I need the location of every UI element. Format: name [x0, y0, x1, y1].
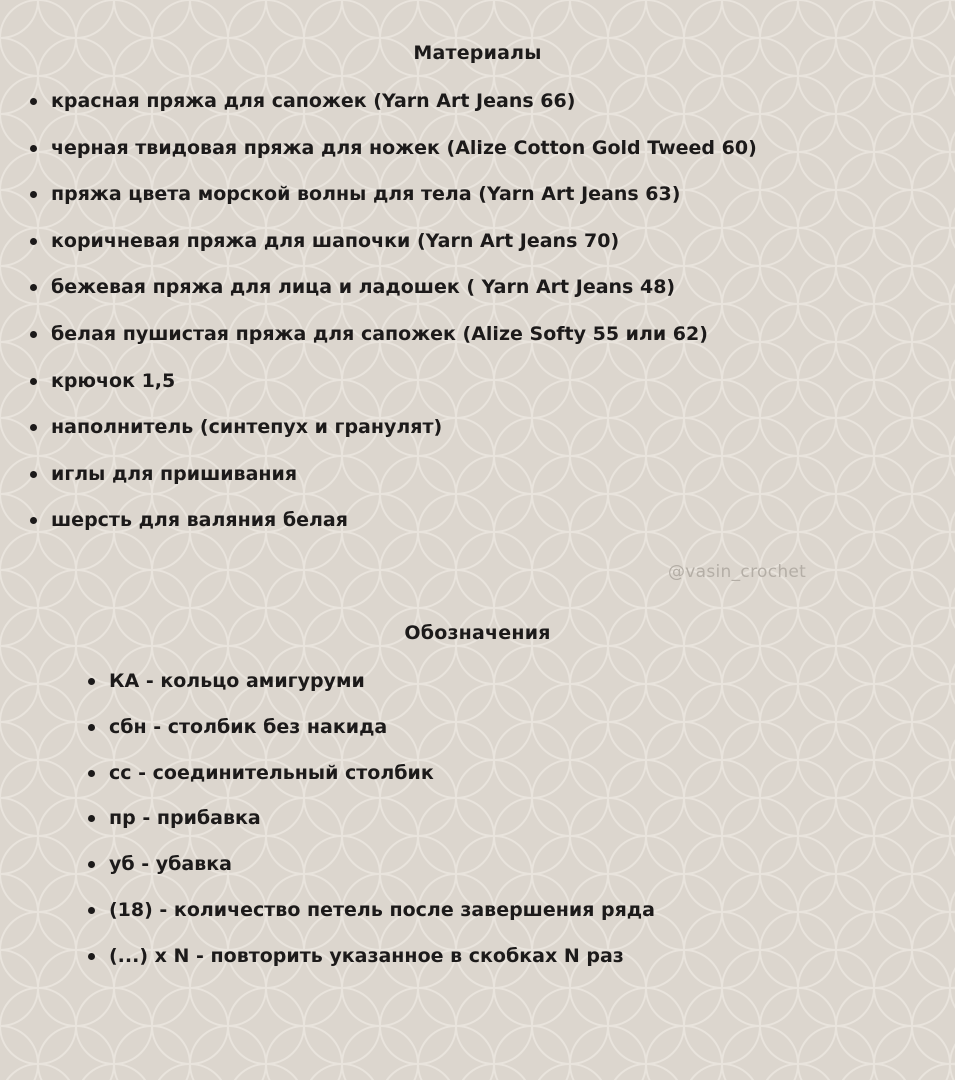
bullet-icon [30, 424, 37, 431]
bullet-icon [30, 331, 37, 338]
list-item-text: сбн - столбик без накида [109, 715, 388, 738]
list-item [30, 457, 945, 504]
materials-heading: Материалы [413, 42, 542, 64]
list-item-text: пр - прибавка [109, 807, 261, 830]
list-item [88, 710, 938, 756]
bullet-icon [88, 953, 95, 960]
list-item [88, 939, 938, 985]
bullet-icon [30, 517, 37, 524]
list-item [30, 364, 945, 411]
list-item [30, 270, 945, 317]
list-item [88, 664, 938, 710]
list-item [30, 410, 945, 457]
bullet-icon [88, 861, 95, 868]
list-item [88, 847, 938, 893]
list-item [30, 131, 945, 178]
list-item [30, 503, 945, 550]
bullet-icon [88, 815, 95, 822]
list-item-text: уб - убавка [109, 853, 232, 876]
bullet-icon [30, 145, 37, 152]
list-item-text: бежевая пряжа для лица и ладошек ( Yarn Art Jeans 48) [51, 276, 676, 299]
list-item-text: красная пряжа для сапожек (Yarn Art Jeans 66) [51, 90, 576, 112]
bullet-icon [88, 907, 95, 914]
list-item [88, 801, 938, 847]
list-item-text: КА - кольцо амигуруми [109, 670, 365, 692]
materials-list [30, 84, 945, 550]
list-item [30, 84, 945, 131]
watermark-handle: @vasin_crochet [668, 562, 807, 582]
bullet-icon [30, 378, 37, 385]
bullet-icon [30, 471, 37, 478]
bullet-icon [30, 238, 37, 245]
list-item-text: иглы для пришивания [51, 462, 298, 485]
list-item-text: черная твидовая пряжа для ножек (Alize Cotton Gold Tweed 60) [51, 136, 757, 159]
list-item [30, 177, 945, 224]
list-item [88, 893, 938, 939]
list-item [30, 317, 945, 364]
list-item-text: шерсть для валяния белая [51, 509, 348, 532]
bullet-icon [88, 724, 95, 731]
list-item [30, 224, 945, 271]
list-item-text: крючок 1,5 [51, 369, 176, 392]
list-item [88, 756, 938, 802]
list-item-text: коричневая пряжа для шапочки (Yarn Art Jeans 70) [51, 229, 620, 252]
notations-list [88, 664, 938, 985]
list-item-text: наполнитель (синтепух и гранулят) [51, 416, 443, 439]
bullet-icon [88, 678, 95, 685]
bullet-icon [30, 98, 37, 105]
notations-heading: Обозначения [404, 622, 551, 644]
list-item-text: (18) - количество петель после завершения ряда [109, 898, 655, 921]
list-item-text: сс - соединительный столбик [109, 761, 434, 784]
bullet-icon [88, 770, 95, 777]
list-item-text: белая пушистая пряжа для сапожек (Alize Softy 55 или 62) [51, 322, 708, 345]
bullet-icon [30, 284, 37, 291]
bullet-icon [30, 191, 37, 198]
list-item-text: (...) x N - повторить указанное в скобках N раз [109, 944, 624, 967]
list-item-text: пряжа цвета морской волны для тела (Yarn Art Jeans 63) [51, 183, 681, 206]
